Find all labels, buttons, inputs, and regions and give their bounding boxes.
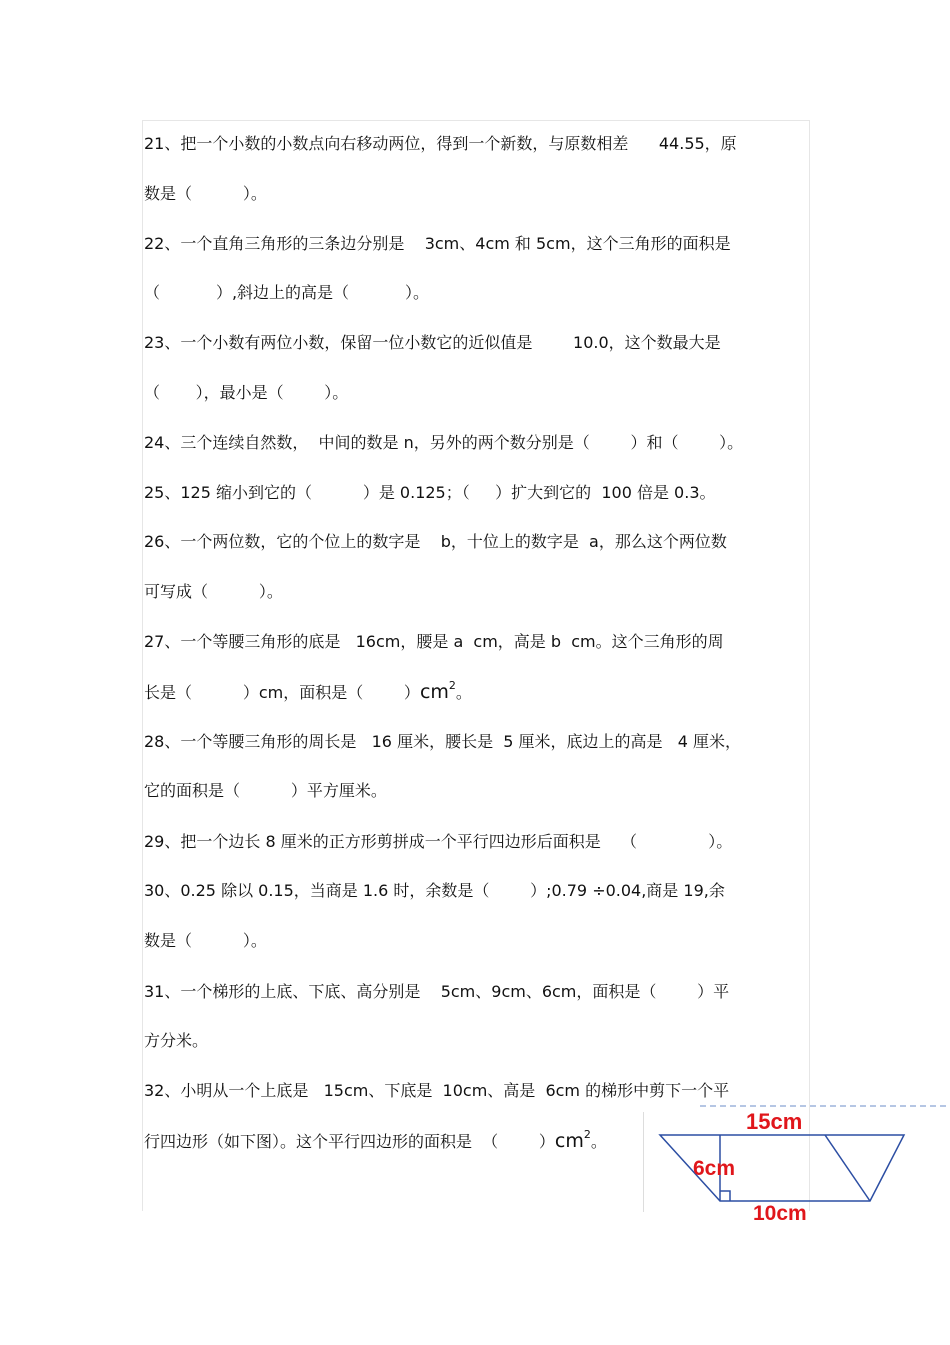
parallelogram-cut-line (825, 1135, 870, 1201)
q27-line2-text: 长是（ ）cm，面积是（ ） (144, 683, 420, 702)
q32-unit: cm (554, 1130, 584, 1152)
q28-line1: 28、一个等腰三角形的周长是 16 厘米，腰长是 5 厘米，底边上的高是 4 厘米， (144, 732, 742, 751)
q21-line2: 数是（ ）。 (144, 184, 267, 203)
q24-line1: 24、三个连续自然数， 中间的数是 n，另外的两个数分别是（ ）和（ ）。 (144, 433, 744, 452)
q26-line2: 可写成（ ）。 (144, 582, 283, 601)
top-base-label: 15cm (746, 1109, 803, 1134)
right-angle-mark (720, 1191, 730, 1201)
q32-period: 。 (590, 1132, 607, 1151)
q32-line2-text: 行四边形（如下图）。这个平行四边形的面积是 （ ） (144, 1132, 555, 1151)
q27-unit: cm (419, 681, 449, 703)
q30-line2: 数是（ ）。 (144, 931, 267, 950)
q27-line2 (144, 679, 472, 705)
q23-line2: （ ），最小是（ ）。 (144, 383, 349, 402)
q26-line1: 26、一个两位数，它的个位上的数字是 b，十位上的数字是 a，那么这个两位数 (144, 532, 727, 551)
q28-line2: 它的面积是（ ）平方厘米。 (144, 781, 387, 800)
q31-line2: 方分米。 (144, 1031, 209, 1050)
q32-line2 (144, 1128, 607, 1154)
bottom-base-label: 10cm (753, 1202, 807, 1220)
height-label: 6cm (693, 1157, 736, 1180)
q32-unit-exponent: 2 (583, 1128, 591, 1141)
q30-line1: 30、0.25 除以 0.15，当商是 1.6 时，余数是（ ）;0.79 ÷0.04,商是 19,余 (144, 881, 725, 900)
q31-line1: 31、一个梯形的上底、下底、高分别是 5cm、9cm、6cm，面积是（ ）平 (144, 982, 730, 1001)
q32-line1: 32、小明从一个上底是 15cm、下底是 10cm、高是 6cm 的梯形中剪下一个平 (144, 1081, 730, 1100)
q29-line1: 29、把一个边长 8 厘米的正方形剪拼成一个平行四边形后面积是 （ ）。 (144, 832, 733, 851)
q23-line1: 23、一个小数有两位小数，保留一位小数它的近似值是 10.0，这个数最大是 (144, 333, 721, 352)
q22-line1: 22、一个直角三角形的三条边分别是 3cm、4cm 和 5cm，这个三角形的面积是 (144, 234, 731, 253)
trapezoid-figure (643, 1100, 950, 1220)
q27-unit-exponent: 2 (448, 679, 456, 692)
q27-period: 。 (455, 683, 472, 702)
q25-line1: 25、125 缩小到它的（ ）是 0.125；（ ）扩大到它的 100 倍是 0.3。 (144, 483, 716, 502)
q21-line1: 21、把一个小数的小数点向右移动两位，得到一个新数，与原数相差 44.55，原 (144, 134, 737, 153)
q22-line2: （ ）,斜边上的高是（ ）。 (144, 283, 429, 302)
q27-line1: 27、一个等腰三角形的底是 16cm，腰是 a cm，高是 b cm。这个三角形的周 (144, 632, 724, 651)
